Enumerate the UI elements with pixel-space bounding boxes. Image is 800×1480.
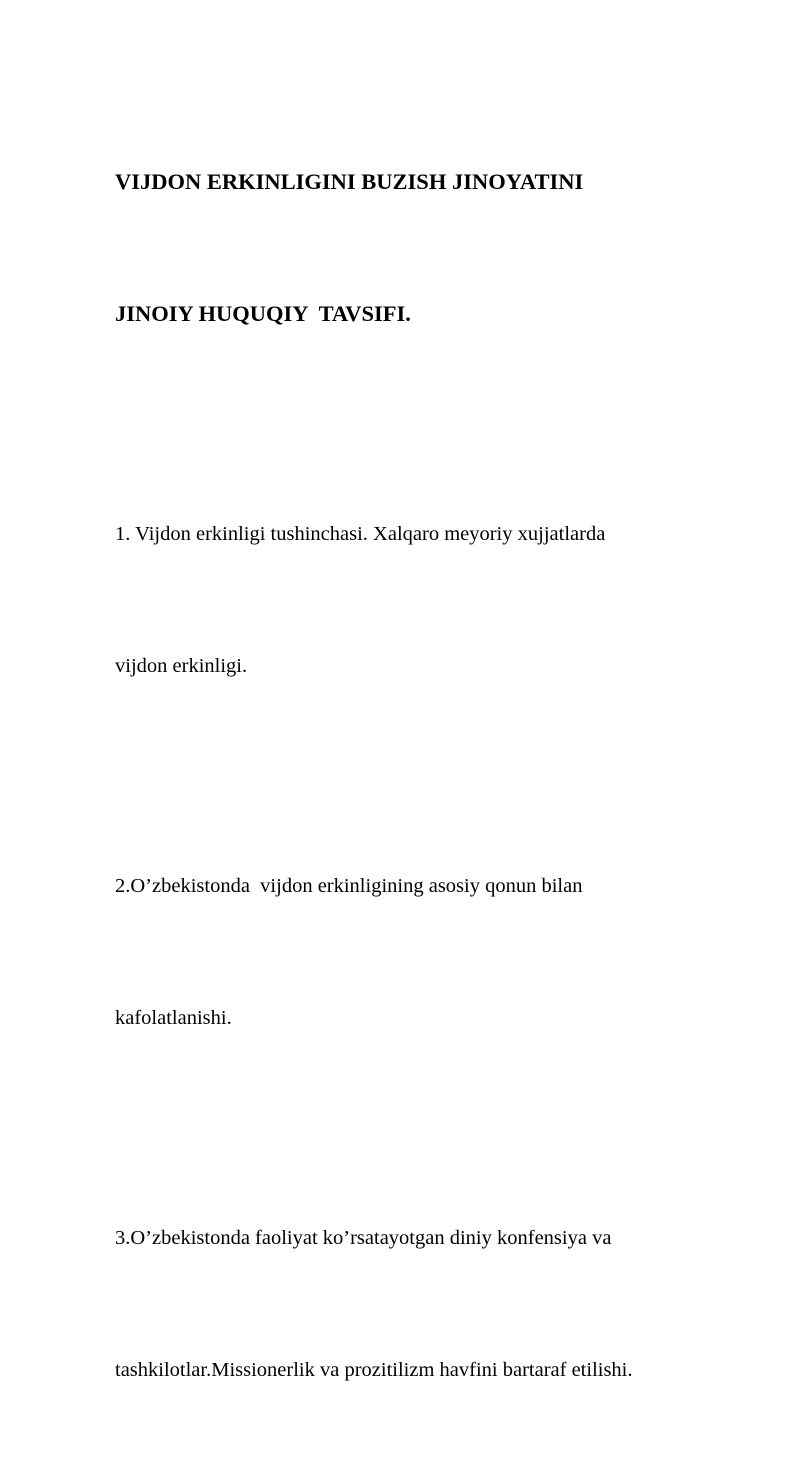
- outline-item-3: [115, 1128, 755, 1480]
- outline-item-line: 1. Vijdon erkinligi tushinchasi. Xalqaro meyoriy xujjatlarda: [115, 523, 606, 545]
- title-line: VIJDON ERKINLIGINI BUZISH JINOYATINI: [115, 169, 584, 194]
- outline-item-line: 3.O’zbekistonda faoliyat ko’rsatayotgan diniy konfensiya va: [115, 1227, 612, 1249]
- outline-item-line: vijdon erkinligi.: [115, 655, 248, 677]
- outline-item-line: kafolatlanishi.: [115, 1007, 232, 1029]
- title-line: JINOIY HUQUQIY TAVSIFI.: [115, 301, 411, 326]
- document-content: [115, 72, 755, 1480]
- outline-item-line: tashkilotlar.Missionerlik va prozitilizm havfini bartaraf etilishi.: [115, 1359, 633, 1381]
- outline-item-2: [115, 776, 755, 1128]
- outline-item-line: 2.O’zbekistonda vijdon erkinligining asosiy qonun bilan: [115, 875, 583, 897]
- document-title: [115, 72, 755, 424]
- outline-item-1: [115, 424, 755, 776]
